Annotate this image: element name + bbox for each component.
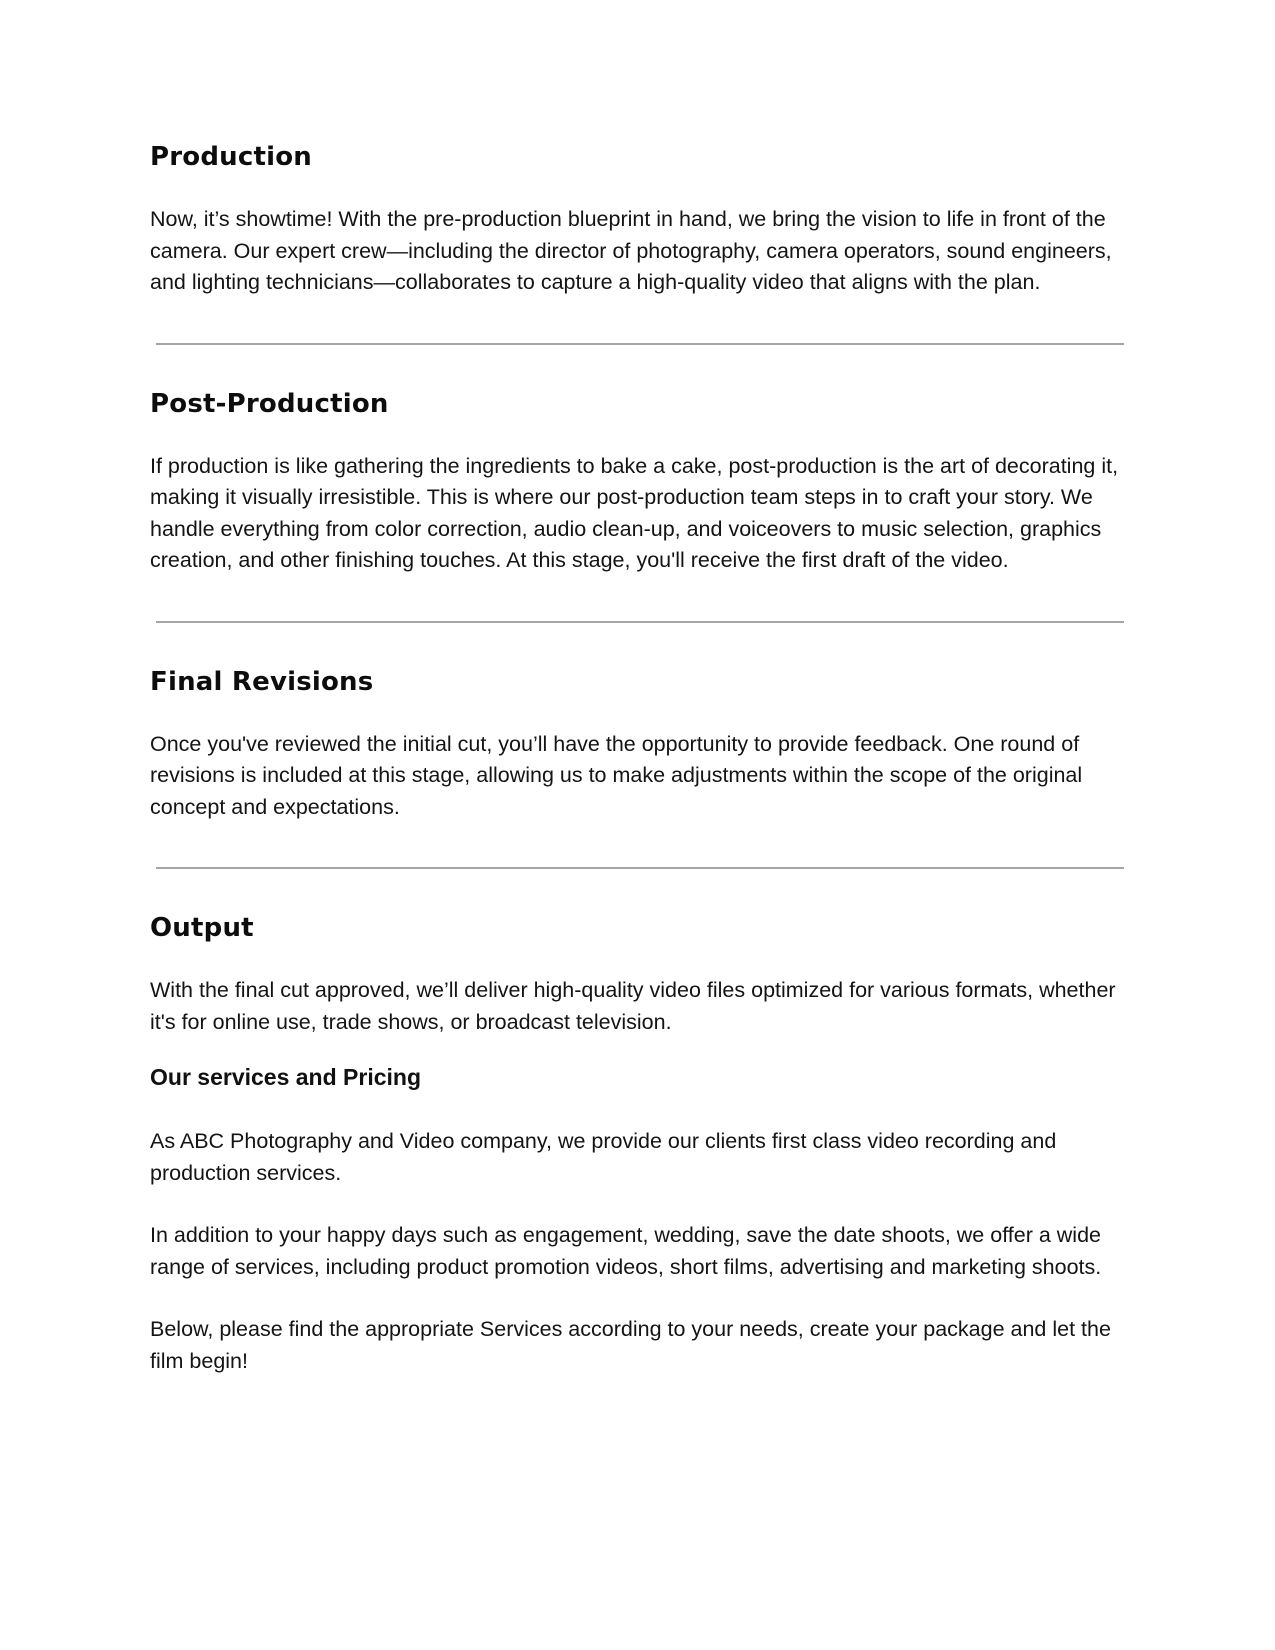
section-body: With the final cut approved, we’ll deliver high-quality video files optimized for various formats, whether it's for online use, trade shows, or broadcast television.	[150, 978, 1116, 1034]
section-divider	[156, 343, 1124, 345]
services-heading: Our services and Pricing	[150, 1064, 422, 1090]
services-paragraph: In addition to your happy days such as engagement, wedding, save the date shoots, we offer a wide range of services, including product promotion videos, short films, advertising and marketing shoots.	[150, 1223, 1102, 1279]
section-divider	[156, 867, 1124, 869]
section-body: If production is like gathering the ingredients to bake a cake, post-production is the art of decorating it, making it visually irresistible. This is where our post-production team steps in to craft your story. We handle everything from color correction, audio clean-up, and voiceovers to music selection, graphics creation, and other finishing touches. At this stage, you'll receive the first draft of the video.	[150, 453, 1119, 572]
section-post-production	[150, 387, 1130, 577]
services-paragraph: As ABC Photography and Video company, we provide our clients first class video recording and production services.	[150, 1129, 1057, 1185]
section-title: Final Revisions	[150, 666, 374, 697]
section-output	[150, 911, 1130, 1038]
section-divider	[156, 621, 1124, 623]
services-section	[150, 1062, 1130, 1377]
document-page	[150, 140, 1130, 1377]
section-title: Production	[150, 142, 312, 172]
section-body: Now, it’s showtime! With the pre-production blueprint in hand, we bring the vision to life in front of the camera. Our expert crew—including the director of photography, camera operators, sound engineers, and lighting technicians—collaborates to capture a high-quality video that aligns with the plan.	[150, 207, 1112, 294]
section-title: Output	[150, 913, 254, 943]
services-paragraph: Below, please find the appropriate Services according to your needs, create your package and let the film begin!	[150, 1317, 1111, 1373]
section-final-revisions	[150, 665, 1130, 824]
section-title: Post-Production	[150, 388, 389, 419]
section-production	[150, 140, 1130, 299]
section-body: Once you've reviewed the initial cut, you’ll have the opportunity to provide feedback. One round of revisions is included at this stage, allowing us to make adjustments within the scope of the original concept and expectations.	[150, 731, 1083, 819]
